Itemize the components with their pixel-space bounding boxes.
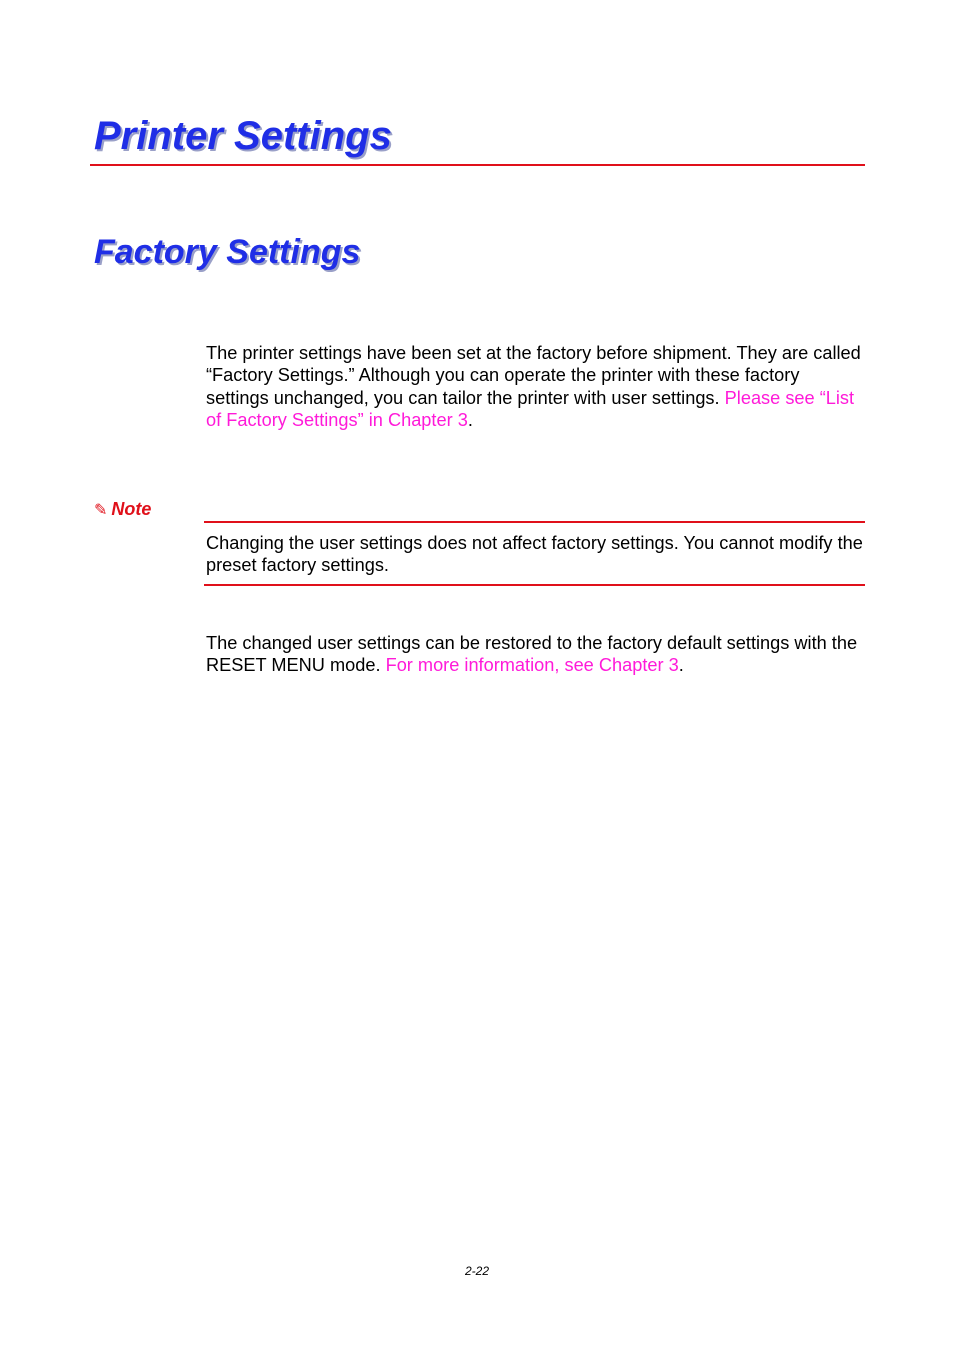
title-divider [90,164,865,166]
note-label-text: Note [111,499,152,519]
reset-trailing: . [678,655,684,676]
section-title: Factory Settings [94,233,361,271]
intro-text: The printer settings have been set at the factory before shipment. They are called “Factory Settings.” Although you can operate the printer with these factory settings unchanged, you can tailor the printer with user settings. [206,343,861,408]
chapter-3-link[interactable]: For more information, see Chapter 3 [385,655,679,676]
factory-settings-list-link[interactable]: Please see “List of Factory Settings” in Chapter 3 [206,387,855,431]
note-bottom-divider [204,584,865,586]
pencil-icon: ✎ [94,502,108,519]
page-number: 2-22 [464,1264,490,1278]
note-text: Changing the user settings does not affect factory settings. You cannot modify the preset factory settings. [206,533,863,576]
reset-text: The changed user settings can be restored to the factory default settings with the RESET MENU mode. [206,633,858,676]
note-top-divider [204,521,865,523]
page-title: Printer Settings [94,114,392,158]
note-heading [94,499,151,520]
intro-trailing: . [467,410,473,431]
reset-paragraph [206,632,866,677]
intro-paragraph [206,342,866,432]
